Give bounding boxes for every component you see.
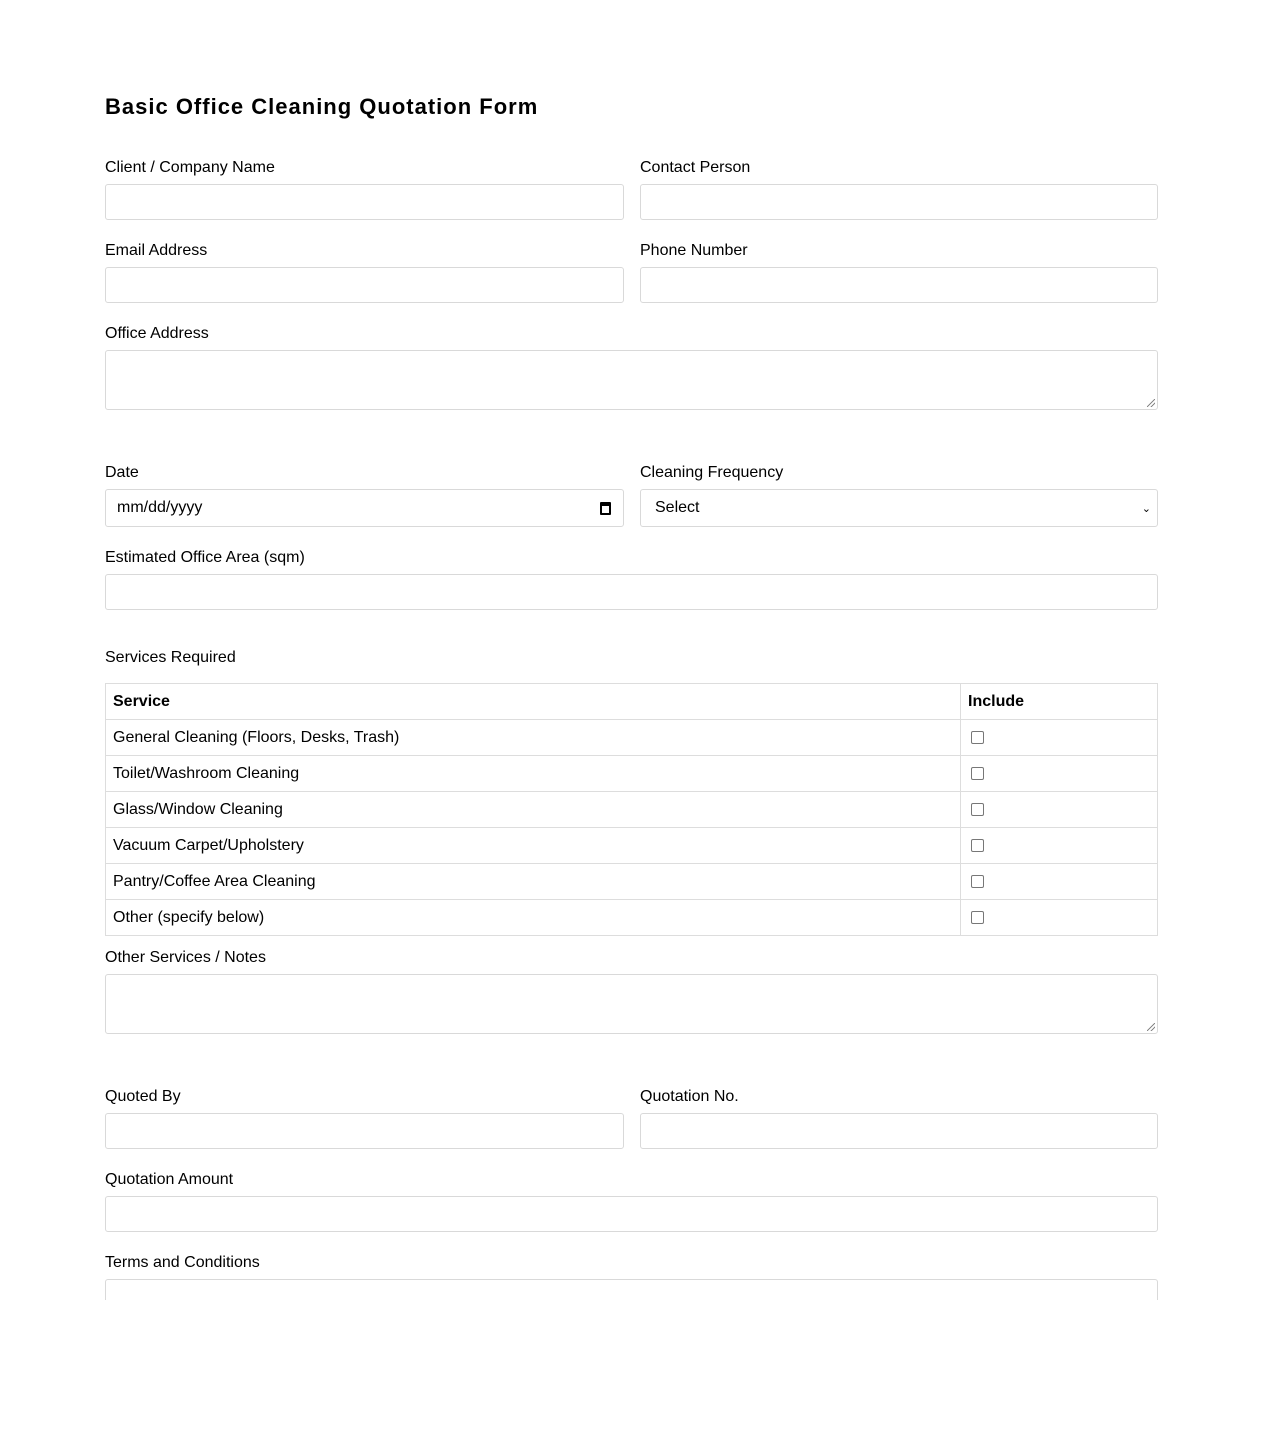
resize-handle-icon[interactable] — [1147, 399, 1155, 407]
phone-label: Phone Number — [640, 242, 748, 259]
quoted-by-input[interactable] — [105, 1113, 624, 1149]
contact-person-label: Contact Person — [640, 159, 751, 176]
table-row — [106, 828, 1158, 864]
quotation-amount-label: Quotation Amount — [105, 1171, 234, 1188]
service-name: Glass/Window Cleaning — [106, 792, 961, 828]
include-column-header: Include — [961, 684, 1158, 720]
frequency-select[interactable] — [640, 489, 1158, 527]
table-row — [106, 792, 1158, 828]
calendar-icon[interactable] — [600, 502, 611, 515]
service-name: Vacuum Carpet/Upholstery — [106, 828, 961, 864]
phone-input[interactable] — [640, 267, 1158, 303]
area-input[interactable] — [105, 574, 1158, 610]
include-checkbox[interactable] — [971, 875, 984, 888]
services-table — [105, 683, 1158, 936]
table-header-row — [106, 684, 1158, 720]
office-address-textarea[interactable] — [105, 350, 1158, 410]
service-name: Pantry/Coffee Area Cleaning — [106, 864, 961, 900]
frequency-label: Cleaning Frequency — [640, 464, 784, 481]
client-name-label: Client / Company Name — [105, 159, 275, 176]
office-address-label: Office Address — [105, 325, 209, 342]
include-checkbox[interactable] — [971, 767, 984, 780]
quoted-by-label: Quoted By — [105, 1088, 181, 1105]
quotation-amount-input[interactable] — [105, 1196, 1158, 1232]
table-row — [106, 900, 1158, 936]
include-checkbox[interactable] — [971, 803, 984, 816]
table-row — [106, 756, 1158, 792]
date-placeholder: mm/dd/yyyy — [117, 499, 203, 516]
quotation-no-input[interactable] — [640, 1113, 1158, 1149]
frequency-selected: Select — [655, 499, 700, 516]
table-row — [106, 720, 1158, 756]
services-label: Services Required — [105, 649, 236, 666]
service-name: Toilet/Washroom Cleaning — [106, 756, 961, 792]
include-checkbox[interactable] — [971, 731, 984, 744]
area-label: Estimated Office Area (sqm) — [105, 549, 305, 566]
service-name: General Cleaning (Floors, Desks, Trash) — [106, 720, 961, 756]
other-notes-label: Other Services / Notes — [105, 949, 266, 966]
include-checkbox[interactable] — [971, 911, 984, 924]
contact-person-input[interactable] — [640, 184, 1158, 220]
client-name-input[interactable] — [105, 184, 624, 220]
terms-textarea[interactable] — [105, 1279, 1158, 1300]
other-notes-textarea[interactable] — [105, 974, 1158, 1034]
terms-label: Terms and Conditions — [105, 1254, 260, 1271]
quotation-no-label: Quotation No. — [640, 1088, 739, 1105]
service-name: Other (specify below) — [106, 900, 961, 936]
email-label: Email Address — [105, 242, 208, 259]
resize-handle-icon[interactable] — [1147, 1023, 1155, 1031]
page-title: Basic Office Cleaning Quotation Form — [105, 94, 539, 119]
email-input[interactable] — [105, 267, 624, 303]
service-column-header: Service — [106, 684, 961, 720]
chevron-down-icon: ⌄ — [1141, 502, 1151, 515]
table-row — [106, 864, 1158, 900]
date-label: Date — [105, 464, 139, 481]
date-input[interactable] — [105, 489, 624, 527]
include-checkbox[interactable] — [971, 839, 984, 852]
